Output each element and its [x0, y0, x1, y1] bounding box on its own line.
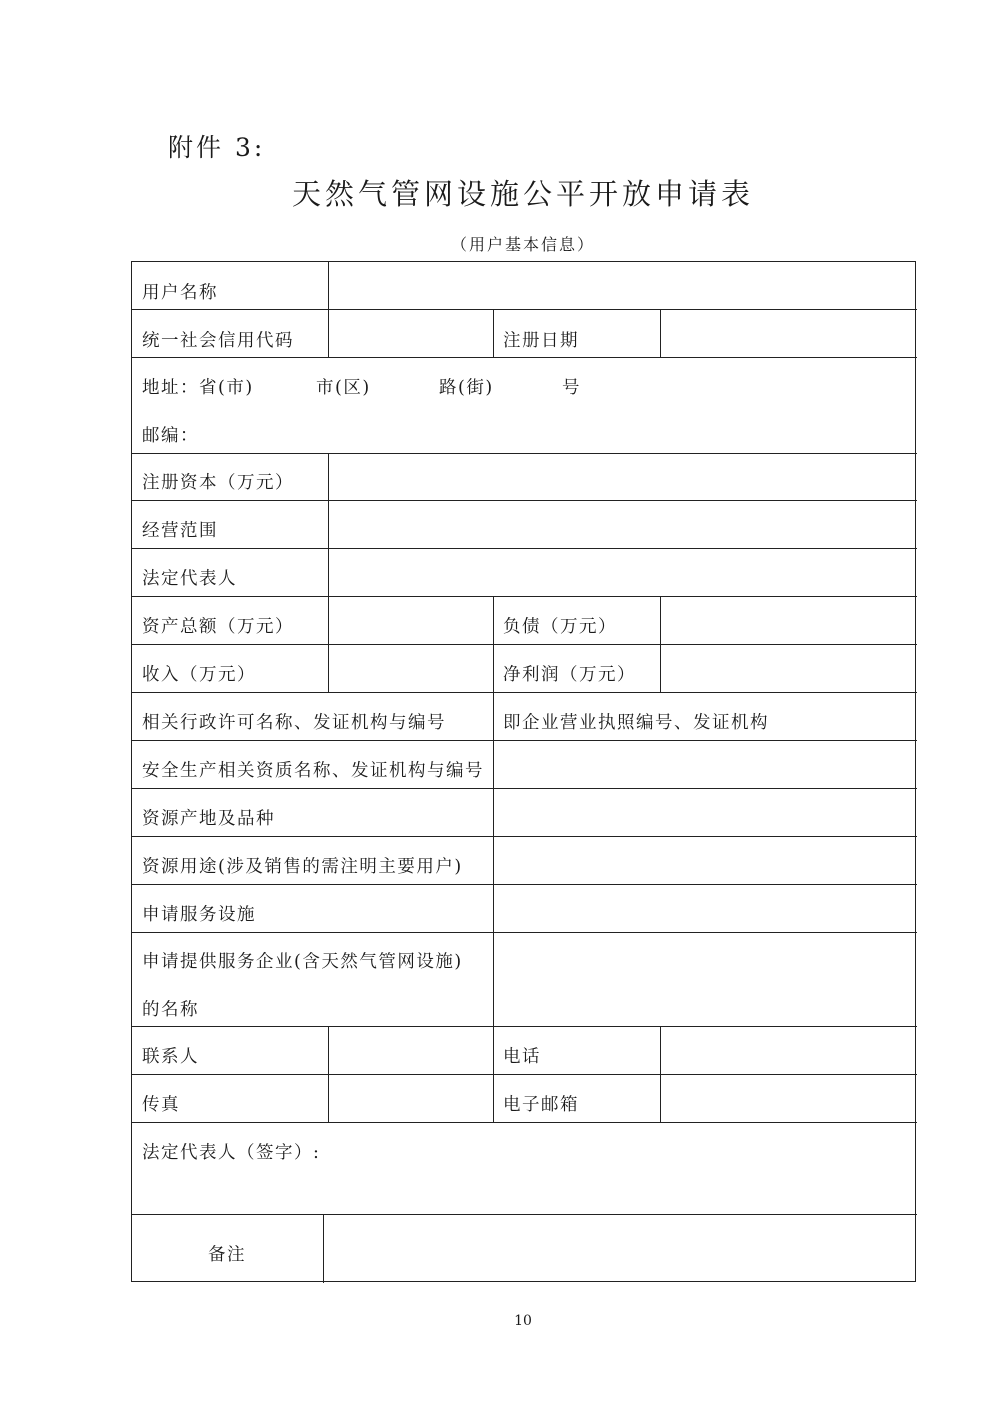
row-divider — [132, 740, 917, 741]
address-city-label: 市(区) — [316, 378, 371, 398]
resource-origin-label: 资源产地及品种 — [142, 809, 275, 829]
row-divider — [132, 357, 917, 358]
resource-use-label: 资源用途(涉及销售的需注明主要用户) — [142, 857, 463, 877]
column-divider — [328, 1026, 329, 1122]
page-number: 10 — [514, 1313, 532, 1329]
remarks-label: 备注 — [208, 1245, 246, 1265]
fax-label: 传真 — [142, 1095, 180, 1115]
signature-label: 法定代表人（签字）: — [142, 1143, 321, 1163]
legal-rep-label: 法定代表人 — [142, 569, 237, 589]
phone-label: 电话 — [503, 1047, 541, 1067]
row-divider — [132, 788, 917, 789]
row-divider — [132, 1026, 917, 1027]
registered-capital-label: 注册资本（万元） — [142, 473, 294, 493]
postcode-label: 邮编： — [142, 426, 199, 446]
email-label: 电子邮箱 — [503, 1095, 579, 1115]
provider-label-line2: 的名称 — [142, 1000, 199, 1020]
row-divider — [132, 884, 917, 885]
row-divider — [132, 932, 917, 933]
column-divider — [328, 262, 329, 357]
row-divider — [132, 836, 917, 837]
user-name-label: 用户名称 — [142, 283, 218, 303]
net-profit-label: 净利润（万元） — [503, 665, 636, 685]
annex-label: 附件 3: — [168, 133, 266, 162]
row-divider — [132, 692, 917, 693]
form-title: 天然气管网设施公平开放申请表 — [291, 177, 754, 211]
row-divider — [132, 548, 917, 549]
column-divider — [328, 453, 329, 596]
row-divider — [132, 644, 917, 645]
column-divider — [660, 309, 661, 357]
row-divider — [132, 596, 917, 597]
column-divider — [493, 596, 494, 692]
address-number-label: 号 — [562, 378, 581, 398]
row-divider — [132, 1214, 917, 1215]
column-divider — [493, 1026, 494, 1122]
business-scope-label: 经营范围 — [142, 521, 218, 541]
license-value: 即企业营业执照编号、发证机构 — [503, 713, 769, 733]
safety-qualification-label: 安全生产相关资质名称、发证机构与编号 — [142, 761, 484, 781]
column-divider — [493, 309, 494, 357]
row-divider — [132, 309, 917, 310]
column-divider — [493, 692, 494, 1026]
service-facility-label: 申请服务设施 — [142, 905, 256, 925]
row-divider — [132, 1074, 917, 1075]
application-form-table — [131, 261, 916, 1282]
column-divider — [328, 596, 329, 692]
liabilities-label: 负债（万元） — [503, 617, 617, 637]
column-divider — [660, 1026, 661, 1122]
row-divider — [132, 500, 917, 501]
register-date-label: 注册日期 — [503, 331, 579, 351]
income-label: 收入（万元） — [142, 665, 256, 685]
row-divider — [132, 453, 917, 454]
contact-label: 联系人 — [142, 1047, 199, 1067]
form-subtitle: （用户基本信息） — [450, 235, 595, 254]
total-assets-label: 资产总额（万元） — [142, 617, 294, 637]
provider-label-line1: 申请提供服务企业(含天然气管网设施) — [142, 952, 463, 972]
column-divider — [660, 596, 661, 692]
column-divider — [323, 1214, 324, 1283]
address-province-label: 地址：省(市) — [142, 378, 254, 398]
credit-code-label: 统一社会信用代码 — [142, 331, 294, 351]
row-divider — [132, 1122, 917, 1123]
license-label: 相关行政许可名称、发证机构与编号 — [142, 713, 446, 733]
address-road-label: 路(街) — [439, 378, 494, 398]
